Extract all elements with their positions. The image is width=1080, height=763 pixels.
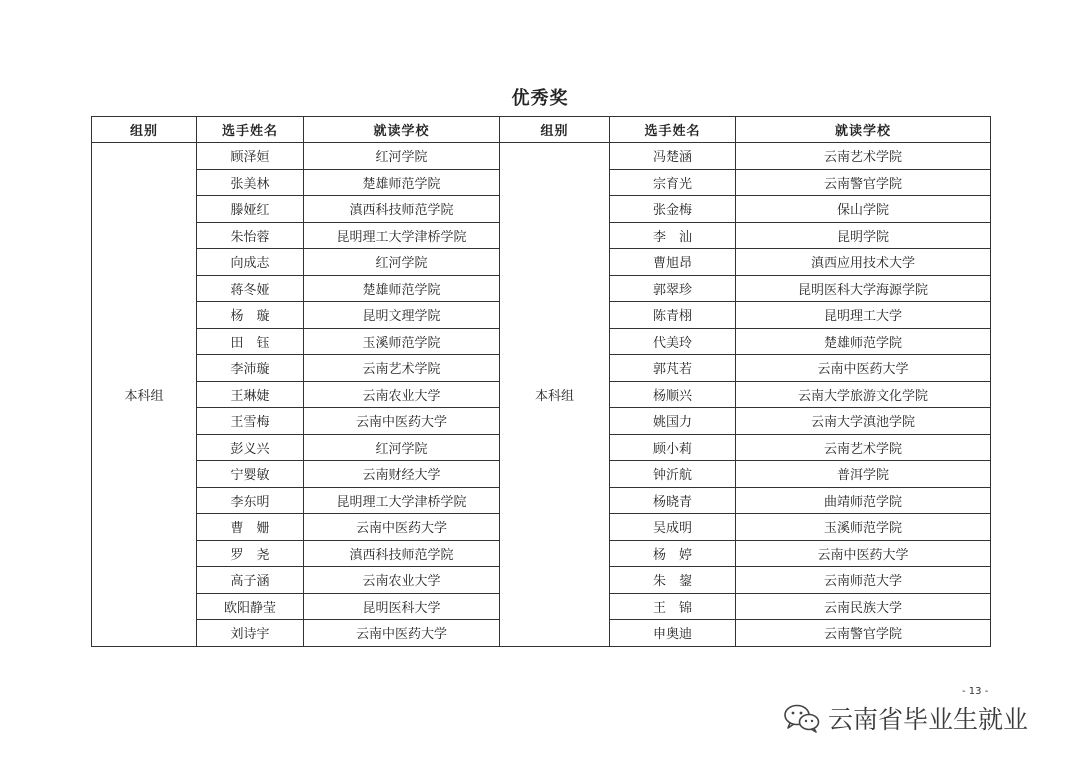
- contestant-name: 张金梅: [610, 196, 736, 223]
- header-group-right: 组别: [500, 117, 610, 143]
- school-name: 云南财经大学: [304, 461, 500, 488]
- contestant-name: 罗 尧: [197, 540, 304, 567]
- school-name: 云南民族大学: [736, 593, 991, 620]
- contestant-name: 姚国力: [610, 408, 736, 435]
- contestant-name: 刘诗宇: [197, 620, 304, 647]
- contestant-name: 王 锦: [610, 593, 736, 620]
- contestant-name: 曹旭昂: [610, 249, 736, 276]
- contestant-name: 郭翠珍: [610, 275, 736, 302]
- contestant-name: 顾小莉: [610, 434, 736, 461]
- watermark: [782, 700, 1028, 736]
- page-title: 优秀奖: [511, 88, 569, 109]
- contestant-name: 朱 鋆: [610, 567, 736, 594]
- school-name: 楚雄师范学院: [304, 169, 500, 196]
- school-name: 红河学院: [304, 249, 500, 276]
- contestant-name: 吴成明: [610, 514, 736, 541]
- contestant-name: 杨顺兴: [610, 381, 736, 408]
- contestant-name: 宁婴敏: [197, 461, 304, 488]
- header-school-left: 就读学校: [304, 117, 500, 143]
- school-name: 云南大学滇池学院: [736, 408, 991, 435]
- contestant-name: 王琳婕: [197, 381, 304, 408]
- award-table: [91, 116, 991, 647]
- school-name: 昆明医科大学: [304, 593, 500, 620]
- contestant-name: 蒋冬娅: [197, 275, 304, 302]
- contestant-name: 高子涵: [197, 567, 304, 594]
- school-name: 普洱学院: [736, 461, 991, 488]
- watermark-text: 云南省毕业生就业: [828, 705, 1029, 734]
- contestant-name: 宗育光: [610, 169, 736, 196]
- contestant-name: 王雪梅: [197, 408, 304, 435]
- school-name: 滇西科技师范学院: [304, 196, 500, 223]
- school-name: 云南师范大学: [736, 567, 991, 594]
- school-name: 保山学院: [736, 196, 991, 223]
- school-name: 云南中医药大学: [736, 355, 991, 382]
- table-body: [92, 143, 991, 647]
- school-name: 昆明理工大学: [736, 302, 991, 329]
- school-name: 昆明文理学院: [304, 302, 500, 329]
- contestant-name: 钟沂航: [610, 461, 736, 488]
- wechat-icon: [782, 703, 822, 733]
- school-name: 云南中医药大学: [736, 540, 991, 567]
- contestant-name: 向成志: [197, 249, 304, 276]
- contestant-name: 冯楚涵: [610, 143, 736, 170]
- header-group-left: 组别: [92, 117, 197, 143]
- contestant-name: 代美玲: [610, 328, 736, 355]
- contestant-name: 杨 璇: [197, 302, 304, 329]
- school-name: 红河学院: [304, 143, 500, 170]
- table-row: [92, 143, 991, 170]
- contestant-name: 田 钰: [197, 328, 304, 355]
- school-name: 楚雄师范学院: [736, 328, 991, 355]
- school-name: 云南农业大学: [304, 567, 500, 594]
- school-name: 滇西应用技术大学: [736, 249, 991, 276]
- school-name: 楚雄师范学院: [304, 275, 500, 302]
- school-name: 云南中医药大学: [304, 408, 500, 435]
- school-name: 云南艺术学院: [304, 355, 500, 382]
- contestant-name: 郭芃若: [610, 355, 736, 382]
- group-cell-right: 本科组: [500, 143, 610, 647]
- school-name: 昆明学院: [736, 222, 991, 249]
- header-name-right: 选手姓名: [610, 117, 736, 143]
- school-name: 云南警官学院: [736, 620, 991, 647]
- school-name: 云南中医药大学: [304, 620, 500, 647]
- school-name: 云南艺术学院: [736, 434, 991, 461]
- school-name: 滇西科技师范学院: [304, 540, 500, 567]
- school-name: 云南中医药大学: [304, 514, 500, 541]
- table-header-row: [92, 117, 991, 143]
- contestant-name: 滕娅红: [197, 196, 304, 223]
- school-name: 红河学院: [304, 434, 500, 461]
- school-name: 玉溪师范学院: [736, 514, 991, 541]
- contestant-name: 欧阳静莹: [197, 593, 304, 620]
- contestant-name: 张美林: [197, 169, 304, 196]
- header-name-left: 选手姓名: [197, 117, 304, 143]
- contestant-name: 李沛璇: [197, 355, 304, 382]
- contestant-name: 杨晓青: [610, 487, 736, 514]
- school-name: 玉溪师范学院: [304, 328, 500, 355]
- school-name: 昆明理工大学津桥学院: [304, 487, 500, 514]
- school-name: 昆明医科大学海源学院: [736, 275, 991, 302]
- contestant-name: 曹 姗: [197, 514, 304, 541]
- contestant-name: 李 汕: [610, 222, 736, 249]
- contestant-name: 杨 婷: [610, 540, 736, 567]
- contestant-name: 申奥迪: [610, 620, 736, 647]
- school-name: 昆明理工大学津桥学院: [304, 222, 500, 249]
- school-name: 云南艺术学院: [736, 143, 991, 170]
- school-name: 云南农业大学: [304, 381, 500, 408]
- contestant-name: 李东明: [197, 487, 304, 514]
- contestant-name: 陈青栩: [610, 302, 736, 329]
- contestant-name: 顾泽姮: [197, 143, 304, 170]
- school-name: 曲靖师范学院: [736, 487, 991, 514]
- school-name: 云南警官学院: [736, 169, 991, 196]
- page-number: - 13 -: [962, 686, 989, 697]
- contestant-name: 彭义兴: [197, 434, 304, 461]
- school-name: 云南大学旅游文化学院: [736, 381, 991, 408]
- header-school-right: 就读学校: [736, 117, 991, 143]
- contestant-name: 朱怡蓉: [197, 222, 304, 249]
- group-cell-left: 本科组: [92, 143, 197, 647]
